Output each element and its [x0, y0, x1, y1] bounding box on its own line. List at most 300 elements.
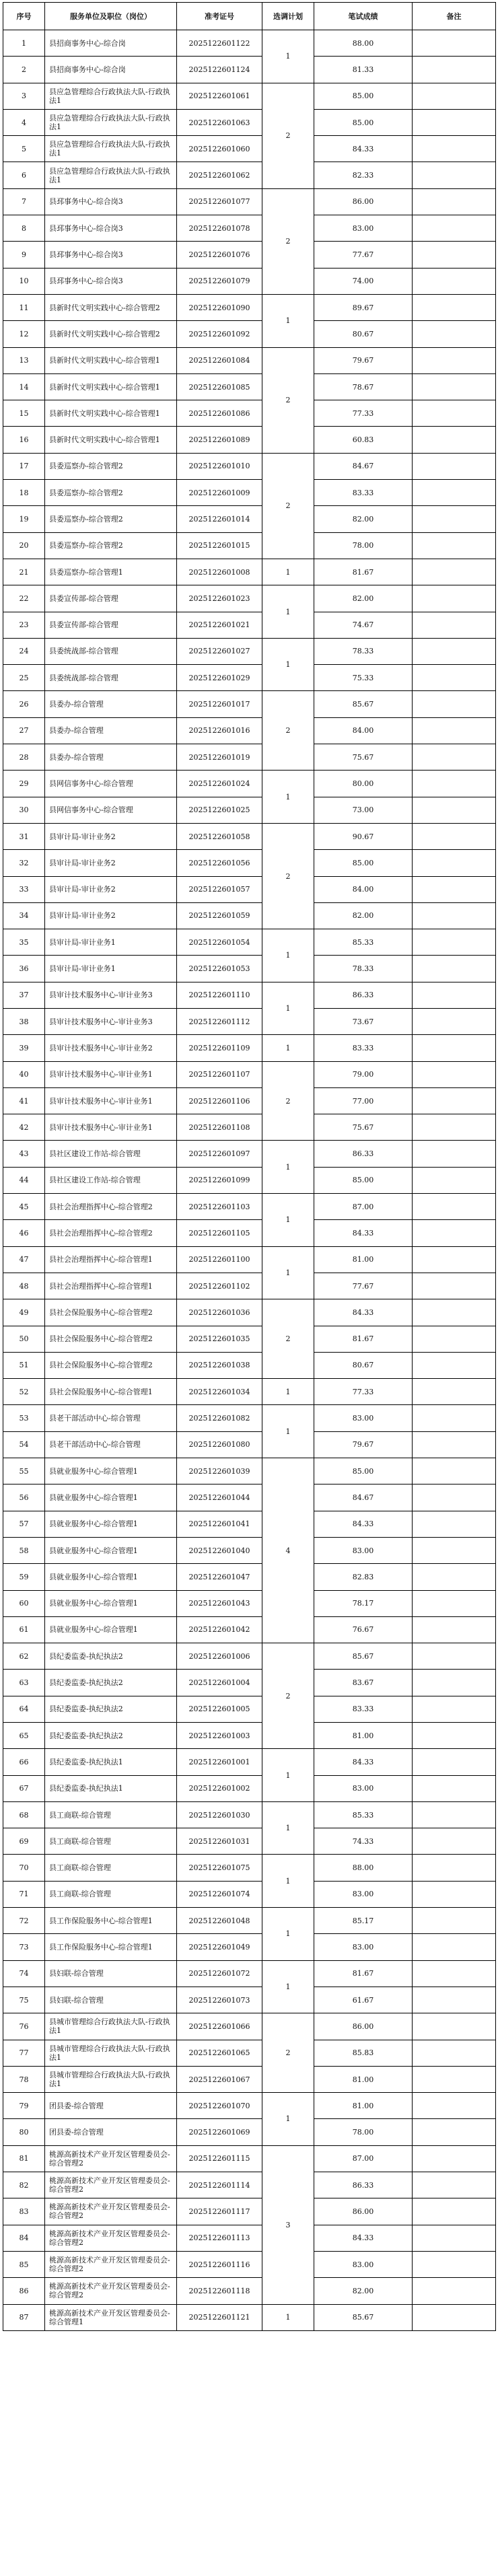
cell-score: 90.67: [314, 823, 413, 849]
cell-remark: [413, 1299, 496, 1326]
cell-remark: [413, 1881, 496, 1907]
cell-no: 5: [3, 136, 45, 162]
cell-no: 73: [3, 1934, 45, 1960]
cell-exam-id: 2025122601047: [177, 1564, 262, 1590]
cell-score: 74.00: [314, 268, 413, 294]
cell-plan: 3: [262, 2145, 314, 2304]
table-body: [3, 30, 496, 2331]
cell-no: 7: [3, 188, 45, 215]
cell-unit: 县工商联-综合管理: [45, 1855, 177, 1881]
cell-unit: 县社会治理指挥中心-综合管理1: [45, 1273, 177, 1299]
cell-no: 14: [3, 373, 45, 400]
cell-score: 84.33: [314, 136, 413, 162]
cell-score: 88.00: [314, 30, 413, 57]
table-row: [3, 321, 496, 347]
cell-score: 79.00: [314, 1061, 413, 1087]
cell-unit: 县社会治理指挥中心-综合管理2: [45, 1220, 177, 1246]
cell-score: 75.33: [314, 665, 413, 691]
cell-no: 34: [3, 902, 45, 929]
table-row: [3, 162, 496, 188]
cell-no: 6: [3, 162, 45, 188]
cell-exam-id: 2025122601077: [177, 188, 262, 215]
cell-remark: [413, 1484, 496, 1511]
cell-remark: [413, 1564, 496, 1590]
table-row: [3, 30, 496, 57]
cell-unit: 县社会保险服务中心-综合管理2: [45, 1352, 177, 1378]
cell-unit: 团县委-综合管理: [45, 2093, 177, 2119]
cell-score: 80.67: [314, 1352, 413, 1378]
cell-remark: [413, 1828, 496, 1855]
cell-unit: 桃源高新技术产业开发区管理委员会-综合管理2: [45, 2198, 177, 2225]
cell-exam-id: 2025122601108: [177, 1114, 262, 1141]
table-row: [3, 2251, 496, 2277]
cell-remark: [413, 1141, 496, 1167]
cell-no: 48: [3, 1273, 45, 1299]
cell-no: 87: [3, 2304, 45, 2330]
cell-remark: [413, 559, 496, 585]
table-row: [3, 1431, 496, 1458]
table-row: [3, 136, 496, 162]
cell-no: 13: [3, 347, 45, 373]
cell-unit: 县审计技术服务中心-审计业务3: [45, 982, 177, 1008]
cell-no: 62: [3, 1643, 45, 1670]
cell-no: 63: [3, 1670, 45, 1696]
cell-plan: 1: [262, 2093, 314, 2146]
cell-unit: 桃源高新技术产业开发区管理委员会-综合管理2: [45, 2145, 177, 2172]
cell-remark: [413, 2119, 496, 2145]
cell-no: 3: [3, 83, 45, 109]
table-row: [3, 1087, 496, 1114]
table-row: [3, 2093, 496, 2119]
cell-exam-id: 2025122601042: [177, 1616, 262, 1643]
cell-remark: [413, 1855, 496, 1881]
table-row: [3, 2013, 496, 2040]
cell-remark: [413, 850, 496, 876]
cell-no: 52: [3, 1379, 45, 1405]
cell-unit: 县委办-综合管理: [45, 717, 177, 744]
cell-unit: 县新时代文明实践中心-综合管理2: [45, 321, 177, 347]
cell-exam-id: 2025122601067: [177, 2066, 262, 2092]
table-row: [3, 744, 496, 771]
cell-no: 59: [3, 1564, 45, 1590]
table-row: [3, 665, 496, 691]
cell-no: 44: [3, 1167, 45, 1193]
cell-unit: 县城市管理综合行政执法大队-行政执法1: [45, 2040, 177, 2066]
cell-exam-id: 2025122601100: [177, 1246, 262, 1273]
table-row: [3, 1035, 496, 1061]
cell-score: 87.00: [314, 2145, 413, 2172]
cell-score: 74.67: [314, 612, 413, 638]
cell-plan: 1: [262, 1194, 314, 1247]
cell-score: 82.00: [314, 506, 413, 532]
cell-exam-id: 2025122601041: [177, 1511, 262, 1537]
cell-no: 56: [3, 1484, 45, 1511]
cell-no: 29: [3, 771, 45, 797]
cell-exam-id: 2025122601075: [177, 1855, 262, 1881]
cell-exam-id: 2025122601072: [177, 1960, 262, 1987]
table-row: [3, 1246, 496, 1273]
cell-exam-id: 2025122601079: [177, 268, 262, 294]
table-row: [3, 1643, 496, 1670]
cell-remark: [413, 1960, 496, 1987]
cell-exam-id: 2025122601106: [177, 1087, 262, 1114]
cell-score: 83.67: [314, 1670, 413, 1696]
cell-remark: [413, 2040, 496, 2066]
cell-score: 84.67: [314, 1484, 413, 1511]
cell-exam-id: 2025122601059: [177, 902, 262, 929]
cell-score: 86.33: [314, 1141, 413, 1167]
cell-no: 19: [3, 506, 45, 532]
cell-score: 83.00: [314, 1775, 413, 1801]
cell-score: 81.67: [314, 559, 413, 585]
cell-plan: 2: [262, 453, 314, 559]
cell-no: 71: [3, 1881, 45, 1907]
cell-plan: 1: [262, 771, 314, 824]
cell-remark: [413, 1749, 496, 1775]
cell-score: 83.00: [314, 1537, 413, 1563]
cell-score: 60.83: [314, 427, 413, 453]
cell-remark: [413, 1326, 496, 1352]
cell-exam-id: 2025122601070: [177, 2093, 262, 2119]
table-row: [3, 559, 496, 585]
cell-no: 74: [3, 1960, 45, 1987]
cell-exam-id: 2025122601016: [177, 717, 262, 744]
cell-no: 18: [3, 480, 45, 506]
cell-score: 87.00: [314, 1194, 413, 1220]
cell-unit: 县委统战部-综合管理: [45, 638, 177, 664]
cell-no: 66: [3, 1749, 45, 1775]
cell-remark: [413, 162, 496, 188]
cell-score: 78.33: [314, 956, 413, 982]
table-row: [3, 902, 496, 929]
table-row: [3, 1352, 496, 1378]
cell-no: 64: [3, 1696, 45, 1722]
cell-unit: 桃源高新技术产业开发区管理委员会-综合管理1: [45, 2304, 177, 2330]
cell-plan: 1: [262, 2304, 314, 2330]
cell-score: 79.67: [314, 347, 413, 373]
cell-no: 57: [3, 1511, 45, 1537]
cell-no: 49: [3, 1299, 45, 1326]
cell-no: 45: [3, 1194, 45, 1220]
cell-unit: 县就业服务中心-综合管理1: [45, 1537, 177, 1563]
cell-plan: 1: [262, 1379, 314, 1405]
cell-remark: [413, 532, 496, 559]
cell-remark: [413, 373, 496, 400]
cell-unit: 县工作保险服务中心-综合管理1: [45, 1934, 177, 1960]
cell-remark: [413, 268, 496, 294]
cell-remark: [413, 902, 496, 929]
cell-plan: 1: [262, 294, 314, 347]
cell-plan: 1: [262, 1405, 314, 1458]
cell-no: 23: [3, 612, 45, 638]
cell-no: 43: [3, 1141, 45, 1167]
cell-score: 83.00: [314, 1405, 413, 1431]
cell-remark: [413, 797, 496, 823]
table-row: [3, 876, 496, 902]
cell-no: 72: [3, 1908, 45, 1934]
cell-remark: [413, 1273, 496, 1299]
cell-score: 85.83: [314, 2040, 413, 2066]
cell-no: 53: [3, 1405, 45, 1431]
cell-exam-id: 2025122601009: [177, 480, 262, 506]
cell-remark: [413, 321, 496, 347]
cell-no: 58: [3, 1537, 45, 1563]
cell-exam-id: 2025122601073: [177, 1987, 262, 2013]
cell-exam-id: 2025122601122: [177, 30, 262, 57]
cell-remark: [413, 1908, 496, 1934]
cell-score: 85.00: [314, 1167, 413, 1193]
cell-exam-id: 2025122601008: [177, 559, 262, 585]
cell-score: 77.67: [314, 1273, 413, 1299]
cell-unit: 县新时代文明实践中心-综合管理1: [45, 347, 177, 373]
cell-score: 84.33: [314, 1749, 413, 1775]
cell-remark: [413, 2013, 496, 2040]
score-table: [3, 2, 496, 2331]
cell-remark: [413, 57, 496, 83]
cell-plan: 2: [262, 2013, 314, 2093]
cell-no: 24: [3, 638, 45, 664]
cell-no: 47: [3, 1246, 45, 1273]
cell-no: 15: [3, 400, 45, 427]
cell-remark: [413, 1616, 496, 1643]
cell-unit: 县社会保险服务中心-综合管理1: [45, 1379, 177, 1405]
cell-no: 78: [3, 2066, 45, 2092]
cell-remark: [413, 717, 496, 744]
cell-remark: [413, 876, 496, 902]
cell-score: 83.33: [314, 1696, 413, 1722]
cell-no: 69: [3, 1828, 45, 1855]
table-row: [3, 1960, 496, 1987]
table-row: [3, 2040, 496, 2066]
cell-exam-id: 2025122601040: [177, 1537, 262, 1563]
cell-score: 84.33: [314, 1299, 413, 1326]
table-row: [3, 2145, 496, 2172]
cell-exam-id: 2025122601114: [177, 2172, 262, 2198]
cell-score: 85.00: [314, 850, 413, 876]
cell-unit: 县委巡察办-综合管理2: [45, 480, 177, 506]
cell-score: 77.33: [314, 1379, 413, 1405]
cell-exam-id: 2025122601062: [177, 162, 262, 188]
cell-no: 80: [3, 2119, 45, 2145]
cell-exam-id: 2025122601039: [177, 1458, 262, 1484]
table-row: [3, 585, 496, 612]
cell-unit: 县委巡察办-综合管理2: [45, 453, 177, 479]
cell-exam-id: 2025122601036: [177, 1299, 262, 1326]
cell-exam-id: 2025122601029: [177, 665, 262, 691]
table-row: [3, 2278, 496, 2304]
cell-remark: [413, 1670, 496, 1696]
cell-exam-id: 2025122601038: [177, 1352, 262, 1378]
cell-score: 76.67: [314, 1616, 413, 1643]
cell-no: 70: [3, 1855, 45, 1881]
cell-no: 65: [3, 1723, 45, 1749]
cell-score: 83.00: [314, 1934, 413, 1960]
cell-remark: [413, 1246, 496, 1273]
cell-plan: 1: [262, 1908, 314, 1961]
cell-exam-id: 2025122601105: [177, 1220, 262, 1246]
cell-score: 81.00: [314, 2066, 413, 2092]
cell-remark: [413, 1035, 496, 1061]
cell-exam-id: 2025122601069: [177, 2119, 262, 2145]
cell-remark: [413, 744, 496, 771]
cell-exam-id: 2025122601025: [177, 797, 262, 823]
cell-exam-id: 2025122601099: [177, 1167, 262, 1193]
cell-unit: 县社会治理指挥中心-综合管理2: [45, 1194, 177, 1220]
table-row: [3, 1326, 496, 1352]
cell-remark: [413, 83, 496, 109]
table-row: [3, 2225, 496, 2251]
cell-score: 85.33: [314, 1801, 413, 1828]
cell-unit: 县审计技术服务中心-审计业务1: [45, 1087, 177, 1114]
cell-exam-id: 2025122601049: [177, 1934, 262, 1960]
cell-exam-id: 2025122601121: [177, 2304, 262, 2330]
table-row: [3, 506, 496, 532]
cell-exam-id: 2025122601110: [177, 982, 262, 1008]
cell-unit: 县老干部活动中心-综合管理: [45, 1405, 177, 1431]
cell-remark: [413, 771, 496, 797]
cell-score: 78.67: [314, 373, 413, 400]
cell-unit: 县审计局-审计业务1: [45, 929, 177, 956]
cell-score: 84.33: [314, 1220, 413, 1246]
cell-unit: 县纪委监委-执纪执法1: [45, 1749, 177, 1775]
cell-exam-id: 2025122601061: [177, 83, 262, 109]
cell-no: 9: [3, 242, 45, 268]
cell-no: 33: [3, 876, 45, 902]
cell-remark: [413, 2225, 496, 2251]
cell-remark: [413, 242, 496, 268]
cell-exam-id: 2025122601057: [177, 876, 262, 902]
table-row: [3, 1220, 496, 1246]
cell-exam-id: 2025122601112: [177, 1008, 262, 1034]
cell-remark: [413, 1643, 496, 1670]
table-row: [3, 1405, 496, 1431]
cell-no: 20: [3, 532, 45, 559]
cell-remark: [413, 400, 496, 427]
cell-remark: [413, 1987, 496, 2013]
cell-remark: [413, 347, 496, 373]
table-row: [3, 400, 496, 427]
table-row: [3, 2119, 496, 2145]
cell-unit: 县应急管理综合行政执法大队-行政执法1: [45, 109, 177, 135]
cell-plan: 4: [262, 1458, 314, 1643]
cell-remark: [413, 2145, 496, 2172]
cell-plan: 2: [262, 823, 314, 929]
header-plan: 选调计划: [262, 3, 314, 30]
cell-exam-id: 2025122601066: [177, 2013, 262, 2040]
cell-remark: [413, 453, 496, 479]
cell-plan: 2: [262, 1061, 314, 1141]
cell-unit: 县招商事务中心-综合岗: [45, 57, 177, 83]
cell-exam-id: 2025122601004: [177, 1670, 262, 1696]
cell-no: 67: [3, 1775, 45, 1801]
cell-unit: 县审计技术服务中心-审计业务1: [45, 1114, 177, 1141]
cell-unit: 县老干部活动中心-综合管理: [45, 1431, 177, 1458]
cell-score: 85.67: [314, 1643, 413, 1670]
cell-unit: 县纪委监委-执纪执法2: [45, 1723, 177, 1749]
cell-exam-id: 2025122601063: [177, 109, 262, 135]
cell-exam-id: 2025122601043: [177, 1590, 262, 1616]
cell-unit: 县邳事务中心-综合岗3: [45, 188, 177, 215]
cell-remark: [413, 427, 496, 453]
cell-remark: [413, 585, 496, 612]
cell-no: 79: [3, 2093, 45, 2119]
cell-unit: 县委巡察办-综合管理2: [45, 506, 177, 532]
cell-score: 77.33: [314, 400, 413, 427]
cell-unit: 县新时代文明实践中心-综合管理1: [45, 373, 177, 400]
cell-unit: 桃源高新技术产业开发区管理委员会-综合管理2: [45, 2278, 177, 2304]
cell-remark: [413, 480, 496, 506]
cell-unit: 县工商联-综合管理: [45, 1881, 177, 1907]
table-row: [3, 982, 496, 1008]
cell-unit: 团县委-综合管理: [45, 2119, 177, 2145]
cell-score: 82.00: [314, 902, 413, 929]
cell-exam-id: 2025122601005: [177, 1696, 262, 1722]
cell-exam-id: 2025122601056: [177, 850, 262, 876]
cell-unit: 县新时代文明实践中心-综合管理2: [45, 294, 177, 320]
cell-score: 82.00: [314, 2278, 413, 2304]
table-row: [3, 427, 496, 453]
cell-remark: [413, 823, 496, 849]
table-row: [3, 850, 496, 876]
cell-score: 86.33: [314, 982, 413, 1008]
table-row: [3, 532, 496, 559]
cell-score: 85.33: [314, 929, 413, 956]
cell-unit: 县委巡察办-综合管理1: [45, 559, 177, 585]
cell-plan: 1: [262, 982, 314, 1035]
cell-unit: 桃源高新技术产业开发区管理委员会-综合管理2: [45, 2225, 177, 2251]
cell-score: 84.00: [314, 717, 413, 744]
cell-unit: 县就业服务中心-综合管理1: [45, 1458, 177, 1484]
cell-remark: [413, 1087, 496, 1114]
cell-unit: 县审计技术服务中心-审计业务2: [45, 1035, 177, 1061]
cell-remark: [413, 612, 496, 638]
cell-no: 8: [3, 215, 45, 242]
table-row: [3, 109, 496, 135]
table-row: [3, 1194, 496, 1220]
cell-exam-id: 2025122601080: [177, 1431, 262, 1458]
cell-remark: [413, 929, 496, 956]
cell-remark: [413, 1405, 496, 1431]
cell-exam-id: 2025122601034: [177, 1379, 262, 1405]
table-row: [3, 771, 496, 797]
cell-remark: [413, 665, 496, 691]
cell-no: 17: [3, 453, 45, 479]
cell-score: 84.67: [314, 453, 413, 479]
cell-no: 36: [3, 956, 45, 982]
cell-remark: [413, 691, 496, 717]
cell-unit: 县工商联-综合管理: [45, 1828, 177, 1855]
cell-unit: 县社会保险服务中心-综合管理2: [45, 1326, 177, 1352]
table-row: [3, 1801, 496, 1828]
cell-score: 80.67: [314, 321, 413, 347]
cell-unit: 县审计局-审计业务2: [45, 823, 177, 849]
cell-score: 85.67: [314, 2304, 413, 2330]
header-exam-id: 准考证号: [177, 3, 262, 30]
cell-exam-id: 2025122601027: [177, 638, 262, 664]
table-header: [3, 3, 496, 30]
cell-unit: 县招商事务中心-综合岗: [45, 30, 177, 57]
cell-no: 85: [3, 2251, 45, 2277]
cell-no: 51: [3, 1352, 45, 1378]
cell-exam-id: 2025122601103: [177, 1194, 262, 1220]
cell-exam-id: 2025122601086: [177, 400, 262, 427]
cell-exam-id: 2025122601001: [177, 1749, 262, 1775]
cell-exam-id: 2025122601085: [177, 373, 262, 400]
cell-exam-id: 2025122601082: [177, 1405, 262, 1431]
cell-exam-id: 2025122601065: [177, 2040, 262, 2066]
table-row: [3, 57, 496, 83]
cell-no: 84: [3, 2225, 45, 2251]
